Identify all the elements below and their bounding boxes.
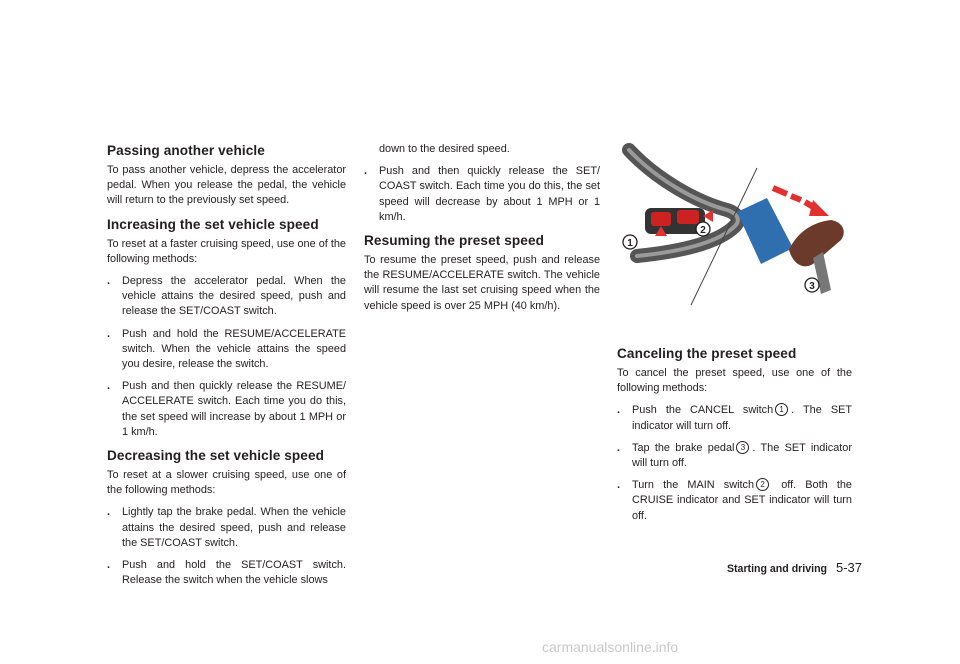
passing-text: To pass another vehicle, depress the accelerator pedal. When you release the pedal, the vehicle will return to the previously set speed. (107, 164, 346, 207)
callout-number: 3 (736, 441, 749, 454)
callout-number: 1 (775, 403, 788, 416)
footer-section: Starting and driving (726, 563, 828, 575)
left-column (107, 142, 346, 595)
list-item: . Turn the MAIN switch 2 off. Both the CRUISE indicator and SET indicator will turn off. (617, 479, 852, 522)
canceling-heading: Canceling the preset speed (617, 346, 797, 361)
cancel-switch (651, 212, 671, 226)
callout-number: 2 (756, 478, 769, 491)
brake-pedal-panel (737, 198, 793, 264)
svg-text:1: 1 (627, 238, 633, 249)
svg-text:3: 3 (809, 281, 815, 292)
decreasing-intro: To reset at a slower cruising speed, use one of the following methods: (107, 469, 346, 497)
callout-3 (805, 278, 819, 292)
list-item: . Push and hold the SET/COAST switch. Release the switch when the vehicle slows (107, 559, 346, 587)
callout-1 (623, 235, 637, 249)
list-item: . Push and then quickly release the SET/ COAST switch. Each time you do this, the set speed will decrease by about 1 MPH or 1 km/h. (364, 165, 600, 223)
right-column (617, 345, 852, 531)
illustration-svg (617, 140, 851, 308)
list-item: . Tap the brake pedal 3 . The SET indicator will turn off. (617, 441, 852, 470)
watermark[interactable]: carmanualsonline.info (542, 639, 679, 655)
main-switch (677, 210, 699, 224)
cruise-control-illustration (617, 140, 851, 308)
list-item: . Push and hold the RESUME/ACCELERATE switch. When the vehicle attains the speed you desire, release the switch. (107, 327, 346, 371)
decreasing-heading: Decreasing the set vehicle speed (107, 448, 325, 464)
list-item: . Lightly tap the brake pedal. When the vehicle attains the desired speed, push and release the SET/COAST switch. (107, 506, 346, 549)
canceling-intro: To cancel the preset speed, use one of the following methods: (617, 367, 852, 395)
page-footer (700, 560, 862, 575)
svg-text:2: 2 (700, 225, 706, 236)
list-item: . Depress the accelerator pedal. When the vehicle attains the desired speed, push and release the SET/COAST switch. (107, 275, 346, 318)
resuming-text: To resume the preset speed, push and release the RESUME/ACCELERATE switch. The vehicle will resume the last set cruising speed when the vehicle speed is over 25 MPH (40 km/h). (364, 254, 600, 312)
increasing-intro: To reset at a faster cruising speed, use one of the following methods: (107, 237, 346, 265)
continued-text: down to the desired speed. (379, 143, 510, 155)
passing-heading: Passing another vehicle (107, 143, 265, 158)
list-item: . Push the CANCEL switch 1 . The SET indicator will turn off. (617, 404, 853, 432)
increasing-heading: Increasing the set vehicle speed (107, 216, 319, 232)
resuming-heading: Resuming the preset speed (364, 233, 545, 249)
arrow-down-icon (809, 200, 829, 216)
middle-column (364, 142, 600, 321)
divider-line (691, 168, 757, 305)
list-item: . Push and then quickly release the RESUME/ ACCELERATE switch. Each time you do this, the set speed will increase by about 1 MPH or 1 km/h. (107, 380, 346, 438)
page-number: 5-37 (835, 560, 862, 575)
callout-2 (696, 222, 710, 236)
press-motion-icon (773, 188, 815, 208)
